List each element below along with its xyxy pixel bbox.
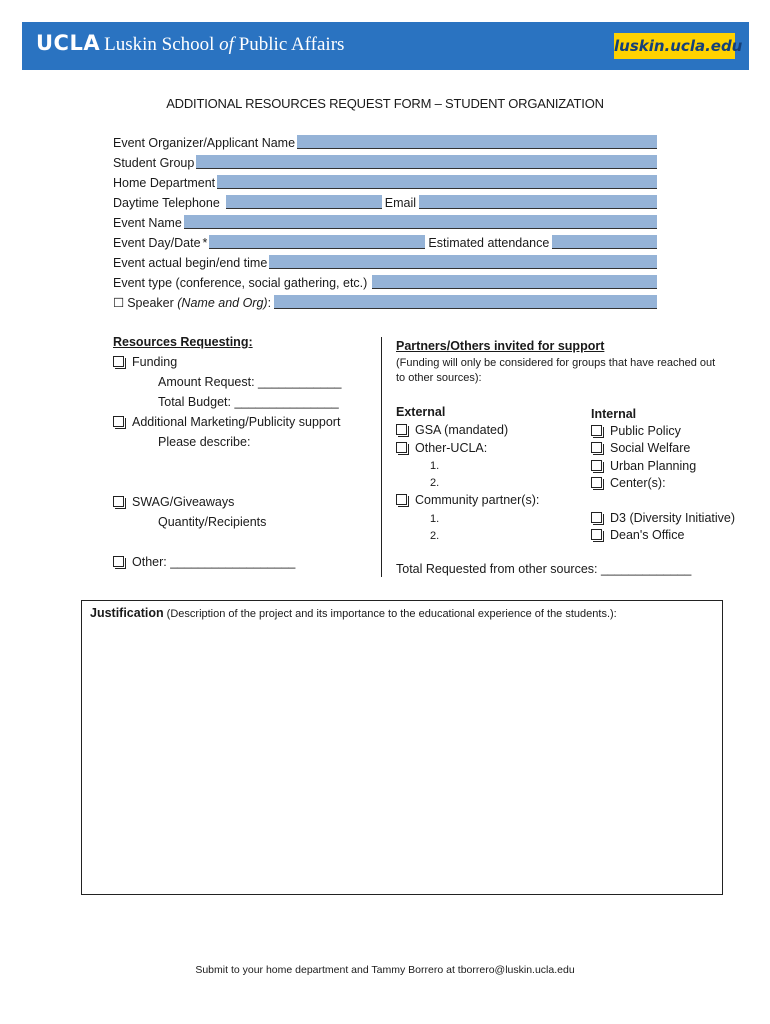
community-option[interactable] (396, 493, 539, 507)
dean-option[interactable] (591, 528, 684, 542)
speaker-field[interactable] (274, 295, 657, 309)
event-type-label: Event type (conference, social gathering, etc.) (113, 276, 368, 290)
gsa-option[interactable] (396, 423, 508, 437)
other-option[interactable] (113, 555, 295, 569)
swag-option[interactable] (113, 495, 234, 509)
event-name-field[interactable] (184, 215, 657, 229)
submission-note: Submit to your home department and Tammy Borrero at tborrero@luskin.ucla.edu (195, 964, 575, 976)
other-ucla-checkbox[interactable] (396, 442, 407, 453)
ucla-luskin-logo (36, 31, 344, 56)
website-url[interactable]: luskin.ucla.edu (614, 33, 735, 59)
speaker-row (113, 292, 657, 310)
gsa-label: GSA (mandated) (415, 423, 509, 437)
group-label: Student Group (113, 156, 195, 170)
policy-option[interactable] (591, 424, 681, 438)
d3-option[interactable] (591, 511, 735, 525)
centers-label: Center(s): (610, 476, 666, 490)
telephone-label: Daytime Telephone (113, 196, 220, 210)
logo-ucla: UCLA (36, 31, 101, 55)
community-item-1: 1. (430, 513, 440, 525)
external-heading: External (396, 405, 446, 419)
marketing-checkbox[interactable] (113, 416, 124, 427)
justification-label: Justification (90, 606, 164, 620)
please-describe-label: Please describe: (158, 435, 251, 449)
funding-label: Funding (132, 355, 178, 369)
logo-school-post: Public Affairs (233, 34, 345, 55)
total-requested[interactable]: Total Requested from other sources: _____________ (396, 562, 692, 576)
event-date-row (113, 232, 657, 250)
other-ucla-label: Other-UCLA: (415, 441, 488, 455)
welfare-option[interactable] (591, 441, 690, 455)
group-row (113, 152, 657, 170)
form-title: ADDITIONAL RESOURCES REQUEST FORM – STUDENT ORGANIZATION (166, 96, 604, 111)
other-ucla-item-2: 2. (430, 477, 440, 489)
gsa-checkbox[interactable] (396, 424, 407, 435)
email-field[interactable] (419, 195, 657, 209)
organizer-field[interactable] (297, 135, 657, 149)
group-field[interactable] (196, 155, 657, 169)
funding-checkbox[interactable] (113, 356, 124, 367)
swag-checkbox[interactable] (113, 496, 124, 507)
welfare-checkbox[interactable] (591, 442, 602, 453)
event-date-label: Event Day/Date (113, 236, 201, 250)
email-label: Email (384, 196, 417, 210)
organizer-row (113, 132, 657, 150)
speaker-checkbox[interactable]: ☐ (113, 296, 125, 310)
resources-heading: Resources Requesting: (113, 335, 253, 349)
policy-checkbox[interactable] (591, 425, 602, 436)
event-name-label: Event Name (113, 216, 182, 230)
planning-checkbox[interactable] (591, 460, 602, 471)
d3-label: D3 (Diversity Initiative) (610, 511, 736, 525)
begin-end-row (113, 252, 657, 270)
attendance-field[interactable] (552, 235, 657, 249)
marketing-option[interactable] (113, 415, 340, 429)
department-row (113, 172, 657, 190)
event-date-field[interactable] (209, 235, 425, 249)
logo-school (104, 34, 344, 55)
quantity-label: Quantity/Recipients (158, 515, 267, 529)
speaker-hint: (Name and Org) (177, 296, 268, 310)
planning-label: Urban Planning (610, 459, 697, 473)
internal-heading: Internal (591, 407, 637, 421)
header-banner (22, 22, 749, 70)
total-budget[interactable]: Total Budget: _______________ (158, 395, 339, 409)
swag-label: SWAG/Giveaways (132, 495, 235, 509)
other-label: Other: __________________ (132, 555, 296, 569)
attendance-label: Estimated attendance (428, 236, 550, 250)
event-name-row (113, 212, 657, 230)
amount-request[interactable]: Amount Request: ____________ (158, 375, 342, 389)
welfare-label: Social Welfare (610, 441, 691, 455)
marketing-label: Additional Marketing/Publicity support (132, 415, 341, 429)
justification-box[interactable] (81, 600, 723, 895)
begin-end-label: Event actual begin/end time (113, 256, 268, 270)
phone-email-row (113, 192, 657, 210)
partners-heading: Partners/Others invited for support (396, 339, 605, 353)
speaker-colon: : (267, 296, 272, 310)
other-checkbox[interactable] (113, 556, 124, 567)
begin-end-field[interactable] (269, 255, 657, 269)
event-type-field[interactable] (372, 275, 657, 289)
logo-school-pre: Luskin School (104, 34, 220, 55)
department-label: Home Department (113, 176, 216, 190)
department-field[interactable] (217, 175, 657, 189)
speaker-label: Speaker (127, 296, 174, 310)
funding-option[interactable] (113, 355, 177, 369)
partners-note-line2: to other sources): (396, 372, 482, 384)
policy-label: Public Policy (610, 424, 681, 438)
other-ucla-option[interactable] (396, 441, 487, 455)
centers-option[interactable] (591, 476, 666, 490)
centers-checkbox[interactable] (591, 477, 602, 488)
other-ucla-item-1: 1. (430, 460, 440, 472)
event-type-row (113, 272, 657, 290)
d3-checkbox[interactable] (591, 512, 602, 523)
community-item-2: 2. (430, 530, 440, 542)
column-divider (381, 337, 382, 577)
required-asterisk: * (202, 236, 208, 250)
telephone-field[interactable] (226, 195, 382, 209)
planning-option[interactable] (591, 459, 696, 473)
organizer-label: Event Organizer/Applicant Name (113, 136, 296, 150)
dean-checkbox[interactable] (591, 529, 602, 540)
community-label: Community partner(s): (415, 493, 540, 507)
community-checkbox[interactable] (396, 494, 407, 505)
justification-description: (Description of the project and its importance to the educational experience of the students.): (163, 608, 617, 620)
partners-note-line1: (Funding will only be considered for groups that have reached out (396, 357, 716, 369)
logo-school-of: of (219, 34, 234, 55)
dean-label: Dean's Office (610, 528, 685, 542)
